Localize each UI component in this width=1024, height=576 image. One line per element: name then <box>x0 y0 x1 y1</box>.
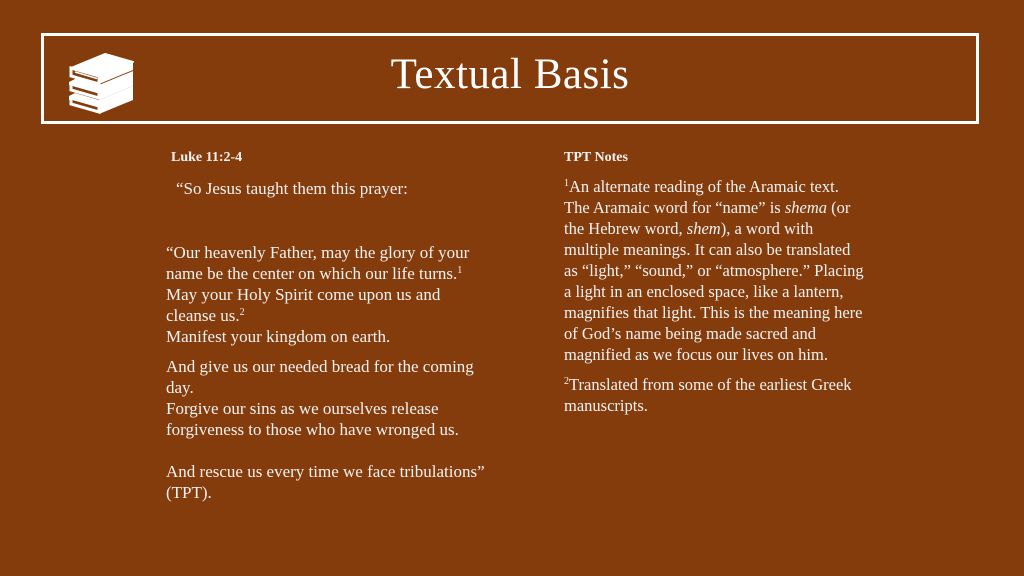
note-number-2: 2 <box>564 376 569 387</box>
note-text: ), a word with multiple meanings. It can also be translated as “light,” “sound,” or “atmosphere.” Placing a light in an enclosed space, like a lantern, magnifies that light. This is the meaning here of God’s name being made sacred and magnified as we focus our lives on him. <box>564 219 864 364</box>
note-text: Translated from some of the earliest Greek manuscripts. <box>564 375 852 415</box>
scripture-column <box>166 150 486 503</box>
note-2 <box>564 374 864 416</box>
scripture-text: May your Holy Spirit come upon us and cleanse us. <box>166 285 441 325</box>
footnote-marker-1: 1 <box>457 265 463 276</box>
footnote-marker-2: 2 <box>239 307 245 318</box>
scripture-text: “Our heavenly Father, may the glory of your name be the center on which our life turns. <box>166 243 470 283</box>
note-number-1: 1 <box>564 178 569 189</box>
scripture-text: Manifest your kingdom on earth. <box>166 327 391 346</box>
title-frame <box>41 33 979 124</box>
scripture-intro: “So Jesus taught them this prayer: <box>176 179 408 198</box>
scripture-paragraph-1 <box>166 242 486 347</box>
note-term-shema: shema <box>784 198 827 217</box>
note-text: An alternate reading of the Aramaic text. The Aramaic word for “name” is <box>564 177 839 217</box>
note-text: (or the Hebrew word, <box>564 198 851 238</box>
scripture-paragraph-2 <box>166 356 486 440</box>
notes-column <box>564 150 864 416</box>
page-title: Textual Basis <box>390 51 630 98</box>
notes-heading: TPT Notes <box>564 150 628 165</box>
note-term-shem: shem <box>686 219 721 238</box>
scripture-heading: Luke 11:2-4 <box>171 150 243 165</box>
scripture-paragraph-3: And rescue us every time we face tribulations” (TPT). <box>166 462 485 502</box>
scripture-text: Forgive our sins as we ourselves release forgiveness to those who have wronged us. <box>166 399 459 439</box>
scripture-text: And give us our needed bread for the coming day. <box>166 357 474 397</box>
note-1 <box>564 176 864 365</box>
